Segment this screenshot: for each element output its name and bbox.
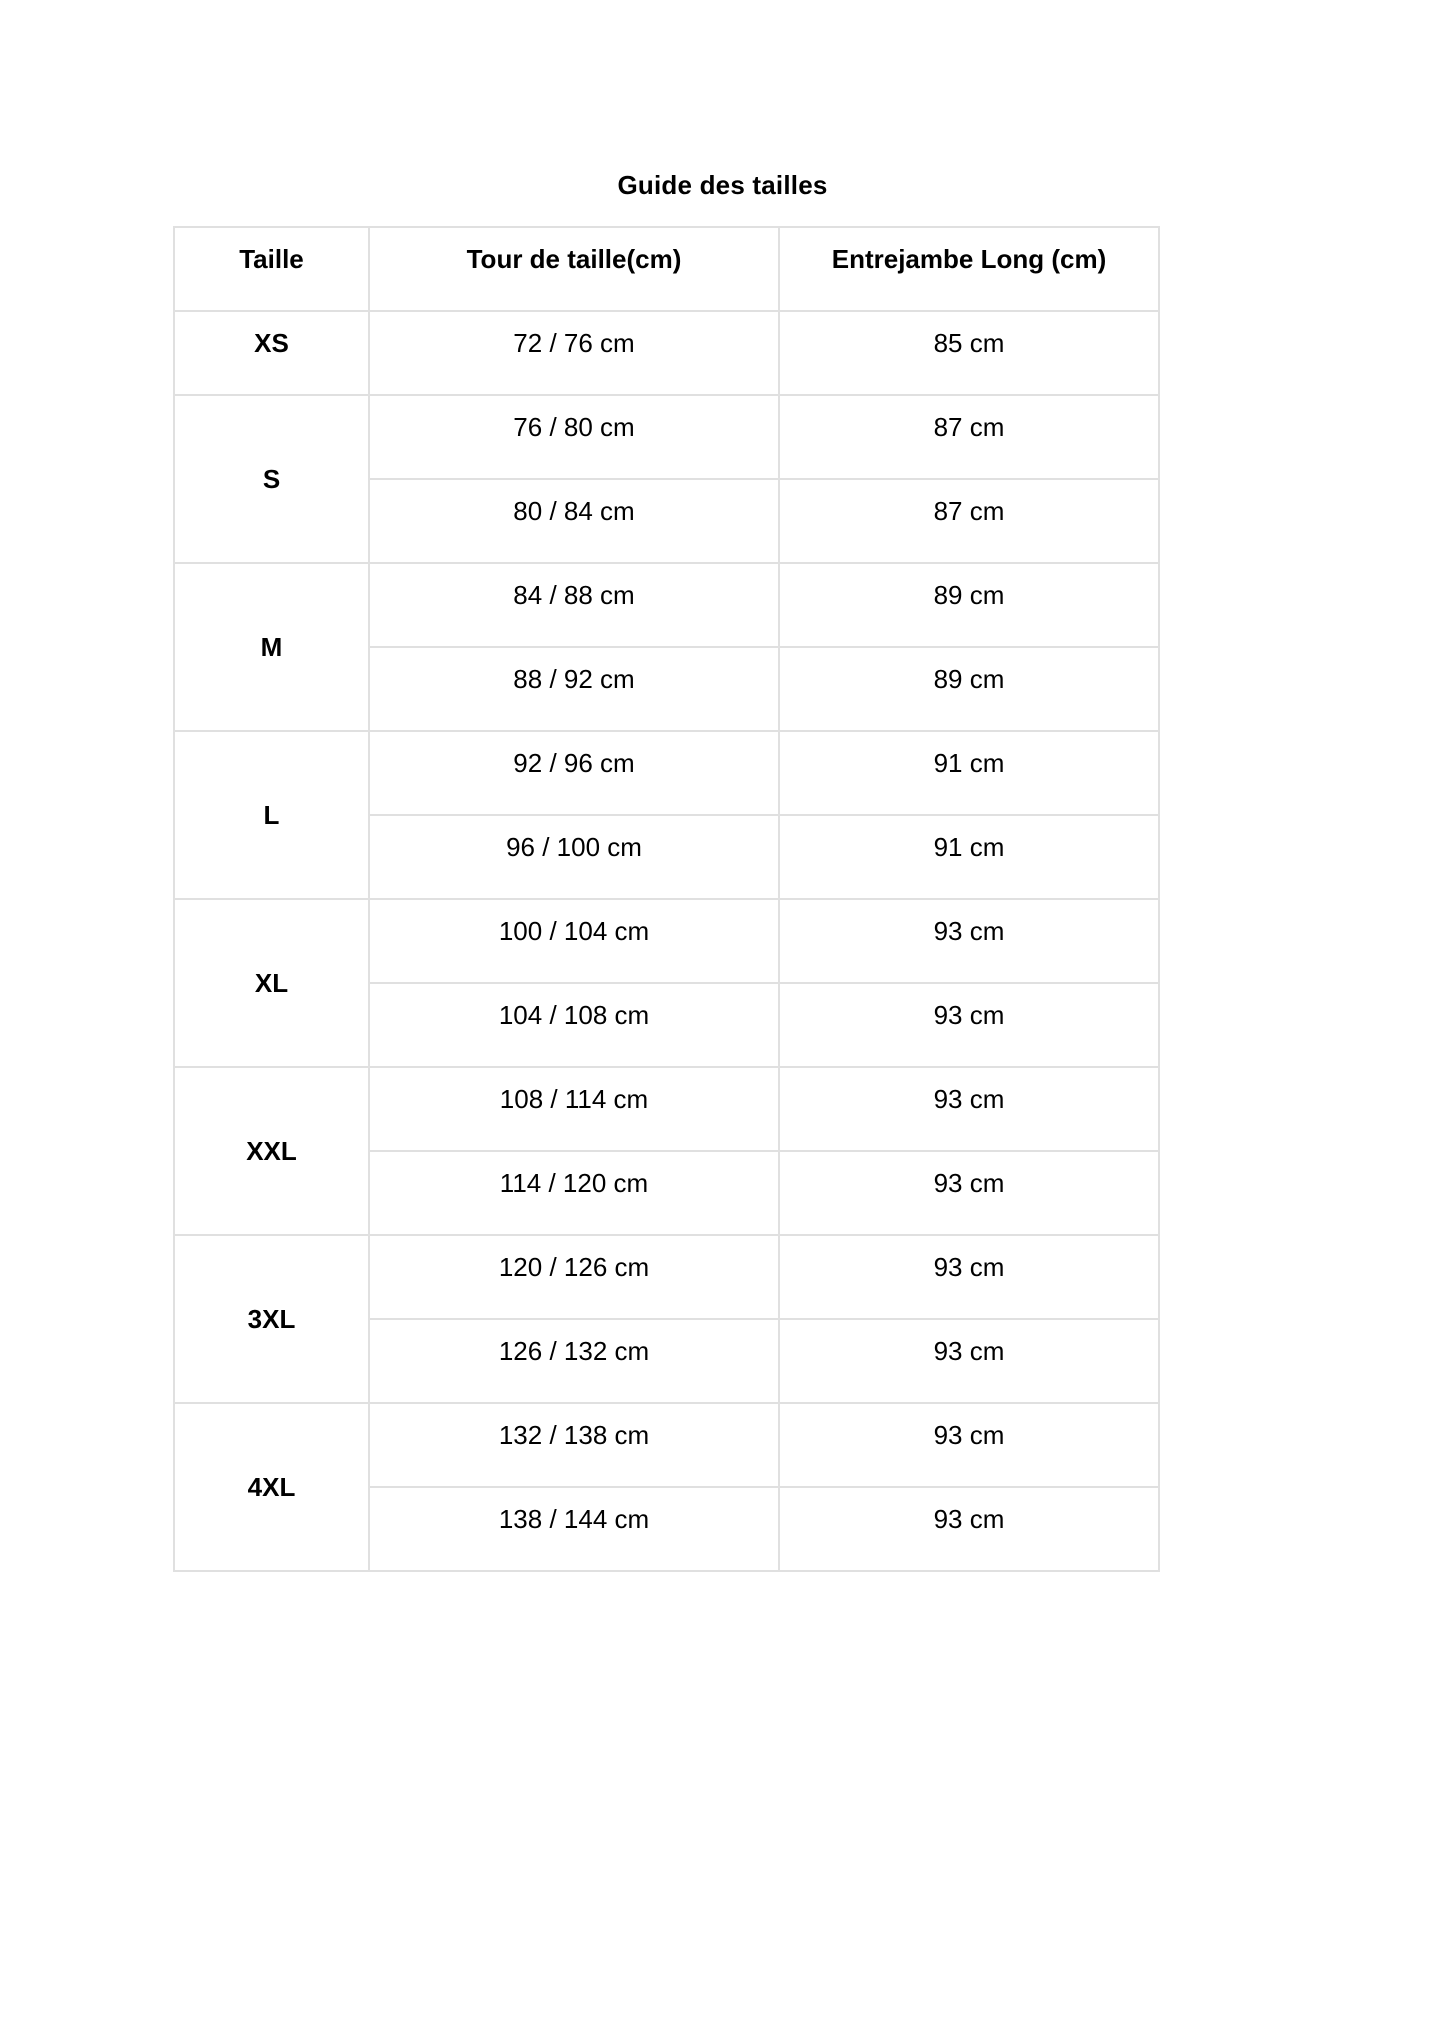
inseam-value: 93 cm bbox=[779, 899, 1159, 983]
header-inseam: Entrejambe Long (cm) bbox=[779, 227, 1159, 311]
waist-value: 114 / 120 cm bbox=[369, 1151, 779, 1235]
waist-value: 84 / 88 cm bbox=[369, 563, 779, 647]
waist-value: 108 / 114 cm bbox=[369, 1067, 779, 1151]
page-title: Guide des tailles bbox=[617, 170, 828, 200]
waist-value: 72 / 76 cm bbox=[369, 311, 779, 395]
size-label: XL bbox=[174, 899, 369, 1067]
waist-value: 96 / 100 cm bbox=[369, 815, 779, 899]
header-waist: Tour de taille(cm) bbox=[369, 227, 779, 311]
header-size: Taille bbox=[174, 227, 369, 311]
waist-value: 100 / 104 cm bbox=[369, 899, 779, 983]
table-row bbox=[174, 1067, 1159, 1151]
table-row bbox=[174, 731, 1159, 815]
waist-value: 92 / 96 cm bbox=[369, 731, 779, 815]
inseam-value: 91 cm bbox=[779, 731, 1159, 815]
inseam-value: 93 cm bbox=[779, 1319, 1159, 1403]
table-row bbox=[174, 395, 1159, 479]
table-row bbox=[174, 311, 1159, 395]
inseam-value: 87 cm bbox=[779, 395, 1159, 479]
inseam-value: 93 cm bbox=[779, 983, 1159, 1067]
inseam-value: 93 cm bbox=[779, 1151, 1159, 1235]
size-label: 3XL bbox=[174, 1235, 369, 1403]
size-label: XXL bbox=[174, 1067, 369, 1235]
waist-value: 80 / 84 cm bbox=[369, 479, 779, 563]
table-row bbox=[174, 1235, 1159, 1319]
table-row bbox=[174, 1403, 1159, 1487]
size-label: L bbox=[174, 731, 369, 899]
table-row bbox=[174, 563, 1159, 647]
size-label: M bbox=[174, 563, 369, 731]
inseam-value: 93 cm bbox=[779, 1403, 1159, 1487]
inseam-value: 93 cm bbox=[779, 1487, 1159, 1571]
inseam-value: 87 cm bbox=[779, 479, 1159, 563]
waist-value: 88 / 92 cm bbox=[369, 647, 779, 731]
waist-value: 132 / 138 cm bbox=[369, 1403, 779, 1487]
table-header-row bbox=[174, 227, 1159, 311]
waist-value: 138 / 144 cm bbox=[369, 1487, 779, 1571]
inseam-value: 89 cm bbox=[779, 563, 1159, 647]
size-label: 4XL bbox=[174, 1403, 369, 1571]
size-guide-table bbox=[173, 226, 1160, 1572]
inseam-value: 89 cm bbox=[779, 647, 1159, 731]
waist-value: 126 / 132 cm bbox=[369, 1319, 779, 1403]
size-label: S bbox=[174, 395, 369, 563]
inseam-value: 91 cm bbox=[779, 815, 1159, 899]
inseam-value: 93 cm bbox=[779, 1067, 1159, 1151]
inseam-value: 85 cm bbox=[779, 311, 1159, 395]
waist-value: 76 / 80 cm bbox=[369, 395, 779, 479]
inseam-value: 93 cm bbox=[779, 1235, 1159, 1319]
table-row bbox=[174, 899, 1159, 983]
waist-value: 104 / 108 cm bbox=[369, 983, 779, 1067]
waist-value: 120 / 126 cm bbox=[369, 1235, 779, 1319]
size-label: XS bbox=[174, 311, 369, 395]
